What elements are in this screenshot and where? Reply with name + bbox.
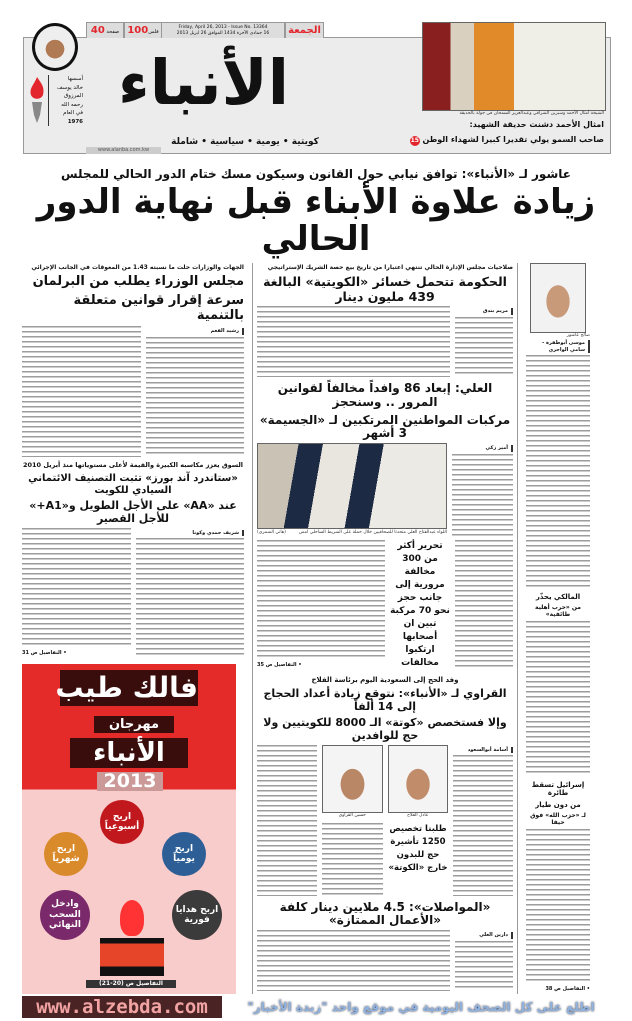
ad-prize-monthly: اربح شهرياً [44, 832, 88, 876]
hajj-under-photos [322, 823, 448, 896]
traffic-photo [257, 443, 447, 529]
masthead-area [0, 0, 632, 166]
sp-headline-1[interactable]: «ستاندرد آند بورز» تثبت التصنيف الائتماني السيادي للكويت [28, 473, 238, 496]
traffic-body [452, 454, 513, 536]
ad-prize-weekly: اربح أسبوعياً [100, 800, 144, 844]
sp-body-col [22, 528, 131, 658]
cabinet-body-col [146, 326, 245, 456]
sp-body [136, 538, 245, 658]
founder-portrait [32, 23, 78, 71]
traffic-photo-caption: اللواء عبدالفتاح العلي متحدثا للصحافيين خلال حملة على الشريط الساحلي امس [298, 530, 447, 536]
transport-body [455, 941, 513, 991]
cabinet-body-row [22, 326, 244, 456]
transport-body [257, 930, 450, 991]
traffic-photographer: (هاني الشمري) [257, 530, 286, 536]
traffic-headline-2[interactable]: مركبات المواطنين المرتكبين لـ «الجسيمة» 3 أشهر [259, 412, 511, 441]
date-ar: 16 جمادى الآخرة 1434 الموافق 26 ابريل 2013 [176, 31, 270, 36]
maliki-headline-2[interactable]: من «حرب أهلية طائفية» [534, 604, 581, 618]
gift-box-icon [100, 938, 164, 976]
kuwaiti-headline[interactable]: الحكومة تتحمل خسائر «الكويتية» البالغة 439 مليون دينار [263, 274, 507, 304]
alzebda-promo-text[interactable]: اطلع على كل الصحف اليومية في موقع واحد "زبدة الأخبار" [247, 1000, 595, 1014]
date-tab [161, 22, 285, 38]
transport-headline[interactable]: «المواصلات»: 4.5 ملايين دينار كلفة «الأعمال الممتازة» [279, 899, 491, 928]
founder-line: رحمه الله [61, 101, 83, 108]
cabinet-headline-2[interactable]: سرعة إقرار قوانين متعلقة بالتنمية [73, 293, 244, 324]
masthead-headline-1[interactable]: امثال الأحمد دشنت حديقة الشهيد: [469, 120, 604, 129]
kuwaiti-byline: مريم بندق [483, 308, 513, 315]
qarawi-photo [322, 745, 383, 813]
ad-brand: الأنباء [70, 738, 188, 768]
transport-row [257, 930, 513, 991]
day-label: الجمعة [288, 25, 321, 36]
masthead-headline-2[interactable] [410, 135, 604, 146]
pages-tab [86, 22, 124, 38]
hajj-body [453, 755, 513, 895]
hajj-headline-2[interactable]: وإلا فستخصص «كوتة» الـ 8000 للكويتيين ولا حج للوافدين [263, 716, 507, 743]
flame-pen-icon [27, 75, 47, 125]
newspaper-logo: الأنباء [118, 46, 289, 119]
lead-body [526, 355, 590, 588]
traffic-photo-row [257, 443, 513, 536]
falah-photo [388, 745, 449, 813]
israel-body [526, 829, 590, 984]
hajj-kicker: وفد الحج إلى السعودية اليوم برئاسة الفلاح [311, 676, 459, 685]
pages-unit: صفحة [106, 29, 120, 35]
transport-side-col [455, 930, 513, 991]
founder-text [48, 75, 83, 126]
sp-body-col [136, 528, 245, 658]
traffic-body [455, 540, 513, 670]
hajj-photos-block [322, 745, 448, 896]
traffic-pullquote: تحرير أكثر من 300 مخالفة مرورية إلى جانب حجز نحو 70 مركبة تبين ان أصحابها ارتكبوا مخالفات [390, 541, 450, 669]
date-en: Friday, April 26, 2013 - Issue No. 13364 [178, 25, 268, 30]
masthead-photo [422, 22, 606, 111]
kuwaiti-body [257, 306, 450, 377]
ad-title: فالك طيب [55, 671, 198, 704]
ashour-photo [530, 263, 586, 333]
lead-kicker: عاشور لـ «الأنباء»: توافق نيابي حول القانون وسيكون مسك ختام الدور الحالي للمجلس [61, 167, 571, 181]
traffic-photo-block [257, 443, 447, 536]
ad-prize-daily: اربح يومياً [162, 832, 206, 876]
ad-details: التفاصيل ص (20-21) [86, 980, 176, 988]
ad-prize-draw: وادخل السحب النهائي [40, 890, 90, 940]
traffic-pull-row [257, 540, 513, 670]
israel-headline-2[interactable]: من دون طيار [535, 801, 581, 810]
traffic-continued[interactable]: • التفاصيل ص 35 [257, 662, 302, 669]
festival-ad[interactable] [22, 664, 236, 994]
cabinet-kicker: الجهات والوزارات حلت ما نسبته 1.43 من المعوقات في الجانب الإجرائي [31, 263, 244, 271]
traffic-side-col [452, 443, 513, 536]
israel-headline-1[interactable]: إسرائيل تسقط طائرة [531, 780, 585, 798]
cabinet-body [146, 337, 245, 457]
ad-sub: مهرجان [94, 716, 174, 733]
hajj-body [322, 823, 383, 896]
qarawi-figure [322, 745, 383, 819]
sp-body-row [22, 528, 244, 658]
falah-figure [388, 745, 449, 819]
traffic-body-col [257, 540, 385, 670]
price-tab [124, 22, 162, 38]
hajj-photos-row [322, 745, 448, 819]
middle-column [252, 263, 518, 994]
masthead-headline-2-text: صاحب السمو يولي تقديرا كبيرا لشهداء الوطن [422, 135, 604, 144]
founder-line: أسسها [67, 76, 83, 82]
website-link[interactable]: www.alanba.com.kw [86, 147, 161, 154]
hajj-byline: أسامة أبوالسعود [468, 747, 513, 754]
sp-kicker: السوق يعزز مكاسبه الكبيرة والقيمة لأعلى مستوياتها منذ أبريل 2010 [22, 460, 244, 469]
lead-headline[interactable]: زيادة علاوة الأبناء قبل نهاية الدور الحالي [36, 181, 596, 260]
tagline: كويتية • يومية • سياسية • شاملة [171, 137, 319, 147]
price: 100 [127, 25, 149, 36]
lead-byline: موسى أبوطفرة - سامي الواجري [526, 340, 590, 353]
kuwaiti-body [455, 317, 513, 377]
left-column [22, 263, 244, 994]
kuwaiti-body-row [257, 306, 513, 377]
day-tab [285, 22, 324, 38]
traffic-body [257, 540, 385, 660]
sp-byline: شريف حمدي وكونا [192, 530, 244, 537]
traffic-headline-1[interactable]: العلي: إبعاد 86 وافداً مخالفاً لقوانين المرور .. وسنحجز [277, 381, 493, 409]
sp-body [22, 528, 131, 648]
hajj-pullquote: طلبنا تخصيص 1250 تأشيرة حج للبدون خارج «الكوتة» [388, 823, 448, 873]
alzebda-url-banner[interactable]: www.alzebda.com [22, 996, 222, 1018]
pages: 40 [90, 25, 105, 36]
cabinet-byline: رشيد الفعم [211, 328, 244, 335]
hajj-side-col [453, 745, 513, 896]
kuwaiti-body-col [455, 306, 513, 377]
ad-year: 2013 [97, 772, 163, 791]
bottom-banner [22, 996, 612, 1018]
right-column [526, 263, 590, 994]
cabinet-body [22, 326, 141, 456]
founder-line: 1976 [67, 118, 83, 125]
columns [0, 263, 632, 994]
maliki-headline-1[interactable]: المالكي يحذّر [535, 593, 581, 602]
traffic-byline: أمير زكي [485, 445, 513, 452]
price-unit: فلس [148, 29, 159, 35]
ad-prize-instant: اربح هدايا فورية [172, 890, 222, 940]
founder-line: في العام [63, 110, 83, 116]
israel-continued[interactable]: • التفاصيل ص 38 [545, 986, 590, 992]
qarawi-caption: حسين القراوي [338, 812, 366, 818]
page-badge: 15 [410, 137, 419, 144]
founder-line: خالد يوسف [56, 84, 83, 91]
israel-headline-3[interactable]: لـ «حزب الله» فوق حيفا [530, 812, 586, 827]
falah-caption: عادل الفلاح [407, 812, 429, 818]
hajj-body [257, 745, 317, 896]
transport-byline: دارين العلي [479, 932, 513, 939]
sp-continued[interactable]: • التفاصيل ص 31 [22, 650, 67, 656]
sp-headline-2[interactable]: عند «AA» على الأجل الطويل و«A1+» للأجل القصير [29, 499, 237, 525]
ashour-caption: صالح عاشور [566, 332, 590, 338]
founder-line: المرزوق [64, 93, 83, 99]
maliki-body [526, 621, 590, 776]
masthead-photo-caption: الشيخة أمثال الأحمد وسيرين الشراقي وعبدالعزيز السمحان في جولة بالحديقة [459, 111, 604, 116]
kuwaiti-kicker: صلاحيات مجلس الإدارة الحالي تنتهي اعتبارا من تاريخ بيع حصة الشريك الإستراتيجي [267, 263, 513, 271]
hajj-headline-1[interactable]: القراوي لـ «الأنباء»: نتوقع زيادة أعداد الحجاج إلى 14 ألفاً [263, 687, 507, 713]
flame-icon [120, 900, 144, 936]
hajj-row [257, 745, 513, 896]
cabinet-headline-1[interactable]: مجلس الوزراء يطلب من البرلمان [32, 274, 244, 290]
traffic-caption-row [257, 530, 447, 536]
